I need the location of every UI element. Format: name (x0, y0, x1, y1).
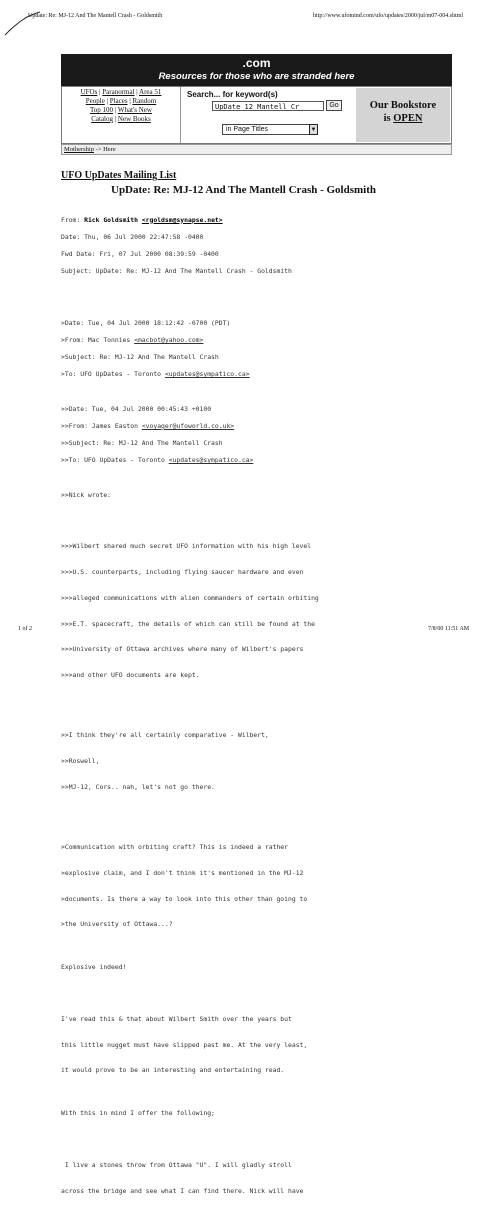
explosive-line: Explosive indeed! (61, 963, 127, 972)
nav-row-1: UFOs | Paranormal | Area 51 (80, 88, 162, 96)
page-number: 1 of 2 (18, 626, 32, 632)
mailing-list-link[interactable]: UFO UpDates Mailing List (61, 170, 177, 181)
quote-level2: >>I think they're all certainly comparative - Wilbert, >>Roswell, >>MJ-12, Cors.. nah, let's not go there. (61, 731, 269, 791)
chevron-down-icon[interactable]: ▼ (309, 124, 318, 135)
search-scope-select[interactable]: in Page Titles (222, 124, 318, 135)
page-title: UpDate: Re: MJ-12 And The Mantell Crash - Goldsmith (111, 184, 377, 196)
subject-line: Subject: UpDate: Re: MJ-12 And The Mantell Crash - Goldsmith (61, 267, 292, 276)
nav-link-area51[interactable]: Area 51 (139, 88, 162, 96)
q1-subject: >Subject: Re: MJ-12 And The Mantell Crash (61, 353, 219, 362)
banner-tagline: Resources for those who are stranded here (158, 71, 355, 82)
q2-subject: >>Subject: Re: MJ-12 And The Mantell Crash (61, 439, 223, 448)
search-label: Search... for keyword(s) (187, 90, 278, 99)
print-header-url: http://www.ufomind.com/ufo/updates/2000/jul/m07-004.shtml (313, 13, 464, 19)
nav-link-people[interactable]: People (85, 97, 105, 105)
message-body (61, 207, 319, 1212)
site-banner (61, 54, 452, 86)
bookstore-promo[interactable] (356, 88, 450, 142)
fwd-date-line: Fwd Date: Fri, 07 Jul 2000 08:39:59 -0400 (61, 249, 219, 258)
date-line: Date: Thu, 06 Jul 2000 22:47:58 -0400 (61, 232, 204, 241)
quote-level3: >>>Wilbert shared much secret UFO information with his high level >>>U.S. counterparts, including flying saucer hardware and even >>>alleged communications with alien commanders of certain orbiting >>>E.T. spacecraft, the details of which can still be found at the >>>University of Ottawa archives where many of Wilbert's papers >>>and other UFO documents are kept. (61, 542, 319, 680)
print-datetime: 7/8/00 11:51 AM (428, 626, 470, 632)
q2-from: >>From: James Easton <voyager@ufoworld.co.uk> (61, 421, 235, 430)
breadcrumb-current: Here (103, 146, 116, 153)
q1-from: >From: Mac Tonnies <macbot@yahoo.com> (61, 335, 204, 344)
q1-to: >To: UFO UpDates - Toronto <updates@sympatico.ca> (61, 370, 250, 379)
q1-to-email-link[interactable]: <updates@sympatico.ca> (164, 370, 250, 379)
print-header-title: Update: Re: MJ-12 And The Mantell Crash - Goldsmith (28, 13, 163, 19)
nav-link-new-books[interactable]: New Books (117, 115, 151, 123)
paragraph-1: I've read this & that about Wilbert Smith over the years but this little nugget must have slipped past me. At the very least, it would prove to be an interesting and entertaining read. (61, 1014, 308, 1075)
nav-link-top100[interactable]: Top 100 (90, 106, 114, 114)
nav-links (62, 88, 180, 124)
nav-row-4: Catalog | New Books (91, 115, 151, 123)
nav-divider (180, 87, 181, 143)
nick-wrote: >>Nick wrote: (61, 490, 112, 499)
from-email-link[interactable]: <rgoldsm@synapse.net> (141, 215, 223, 224)
banner-domain: .com (242, 56, 271, 70)
go-button[interactable]: Go (326, 100, 342, 111)
bookstore-title: Our Bookstore (369, 100, 437, 111)
search-input[interactable]: UpDate 12 Mantell Cr (212, 101, 324, 111)
nav-link-random[interactable]: Random (132, 97, 157, 105)
breadcrumb: Mothership -> Here (61, 144, 452, 155)
bookstore-status: is OPEN (383, 113, 423, 124)
q2-to: >>To: UFO UpDates - Toronto <updates@sympatico.ca> (61, 456, 254, 465)
q2-from-email-link[interactable]: <voyager@ufoworld.co.uk> (141, 421, 235, 430)
nav-row-2: People | Places | Random (85, 97, 157, 105)
bookstore-open-link[interactable]: OPEN (393, 113, 423, 124)
q2-to-email-link[interactable]: <updates@sympatico.ca> (168, 456, 254, 465)
nav-link-places[interactable]: Places (109, 97, 128, 105)
from-line: From: Rick Goldsmith <rgoldsm@synapse.net> (61, 215, 223, 224)
paragraph-3: I live a stones throw from Ottawa "U". I will gladly stroll across the bridge and see what I can find there. Nick will have (61, 1160, 304, 1195)
quote-level1: >Communication with orbiting craft? This is indeed a rather >explosive claim, and I don't think it's mentioned in the MJ-12 >documents. Is there a way to look into this other than going to >the University of Ottawa...? (61, 842, 308, 929)
nav-link-paranormal[interactable]: Paranormal (102, 88, 135, 96)
nav-link-catalog[interactable]: Catalog (91, 115, 113, 123)
nav-link-whats-new[interactable]: What's New (117, 106, 152, 114)
paragraph-2: With this in mind I offer the following; (61, 1109, 215, 1118)
nav-row-3: Top 100 | What's New (90, 106, 152, 114)
nav-link-ufos[interactable]: UFOs (80, 88, 98, 96)
q1-date: >Date: Tue, 04 Jul 2000 18:12:42 -0700 (PDT) (61, 318, 231, 327)
breadcrumb-mothership-link[interactable]: Mothership (64, 146, 94, 153)
q1-from-email-link[interactable]: <macbot@yahoo.com> (134, 335, 204, 344)
q2-date: >>Date: Tue, 04 Jul 2000 00:45:43 +0100 (61, 404, 212, 413)
